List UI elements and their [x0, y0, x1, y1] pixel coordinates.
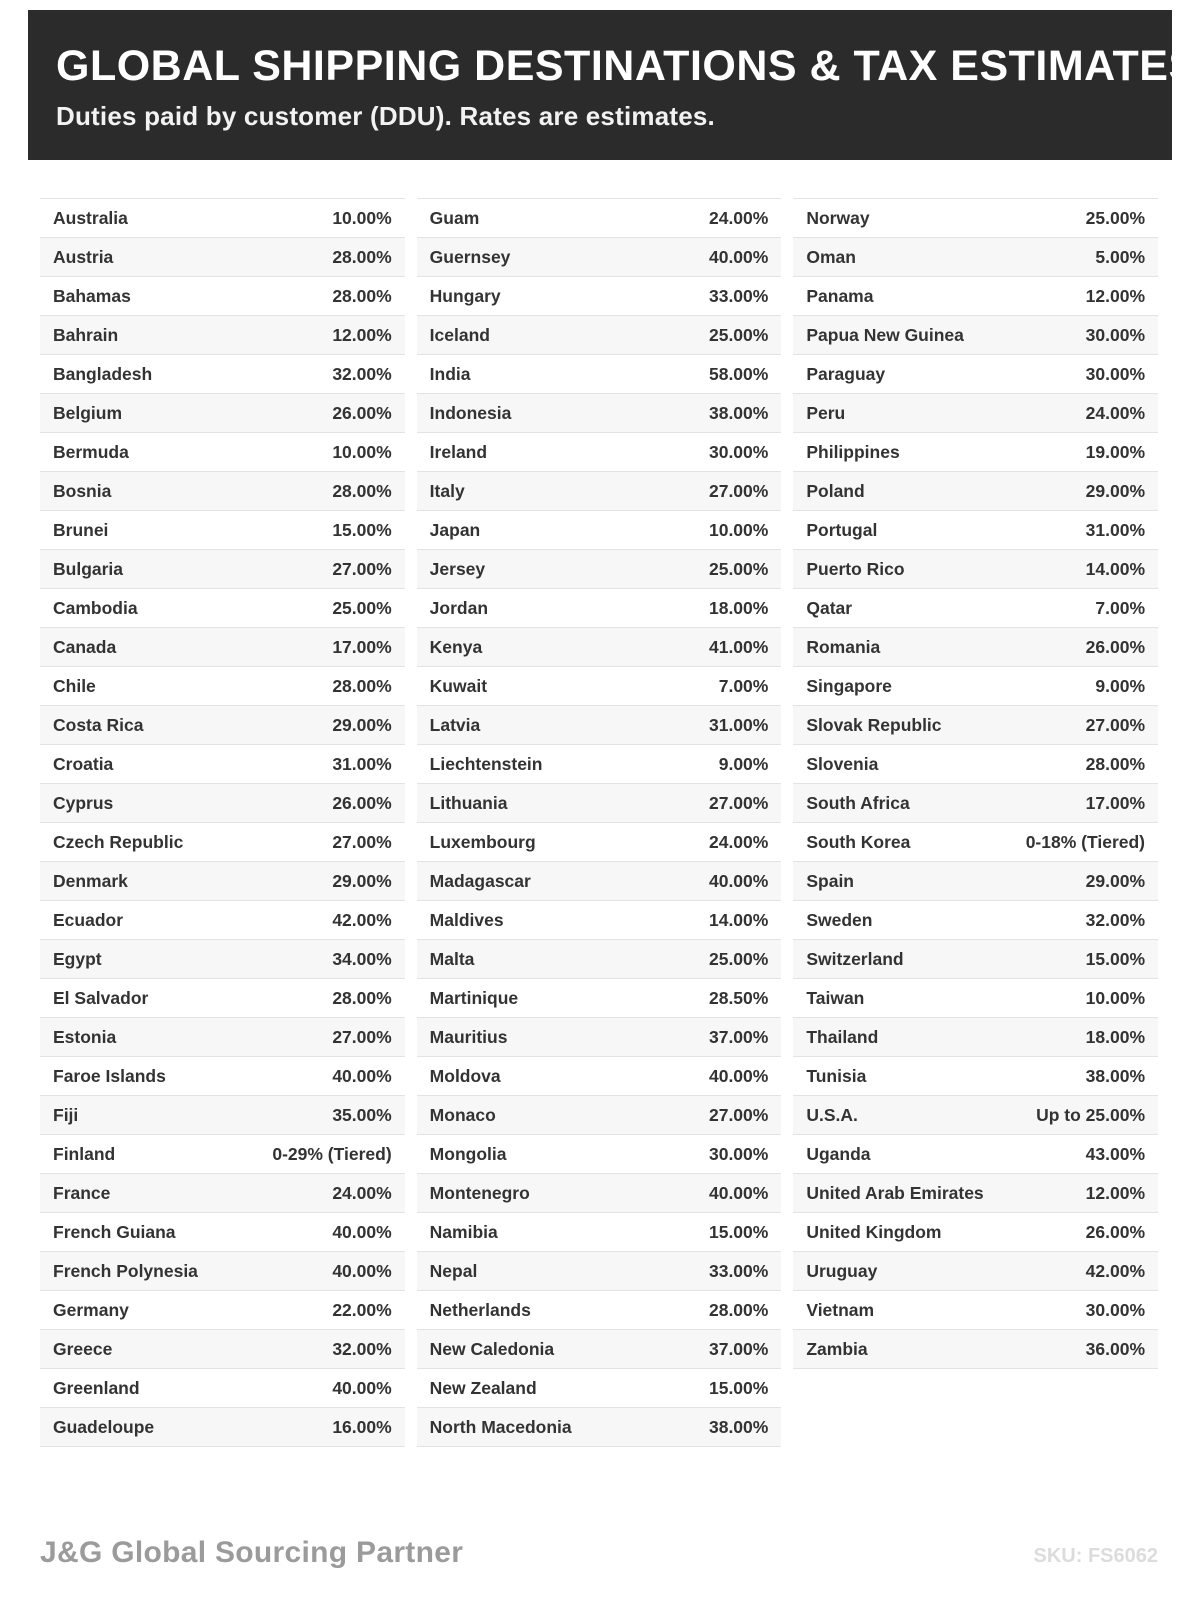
header-banner — [28, 10, 1198, 160]
table-row — [40, 1174, 405, 1213]
table-row — [40, 628, 405, 667]
table-row — [417, 940, 782, 979]
table-row — [40, 1369, 405, 1408]
country-name: Faroe Islands — [53, 1065, 166, 1086]
country-name: Italy — [429, 480, 465, 501]
country-name: South Korea — [806, 831, 911, 852]
tax-rate: 29.00% — [1085, 480, 1146, 501]
table-row — [793, 316, 1158, 355]
table-row — [417, 1135, 782, 1174]
tax-rate: 25.00% — [332, 597, 392, 618]
table-row — [417, 1018, 782, 1057]
country-name: Liechtenstein — [429, 753, 543, 774]
tax-rate: 26.00% — [332, 792, 392, 813]
country-name: Spain — [806, 870, 854, 891]
table-row — [417, 745, 782, 784]
table-row — [793, 1135, 1158, 1174]
country-name: Tunisia — [806, 1065, 867, 1086]
table-row — [793, 1018, 1158, 1057]
table-row — [417, 1174, 782, 1213]
table-row — [40, 472, 405, 511]
country-name: Bermuda — [53, 441, 129, 462]
country-name: Portugal — [806, 519, 878, 540]
country-name: Vietnam — [806, 1299, 875, 1320]
table-row — [793, 472, 1158, 511]
country-name: Malta — [429, 948, 475, 969]
tax-rate: 31.00% — [708, 714, 769, 735]
rates-column-2 — [417, 198, 782, 1447]
tax-rate: 17.00% — [1085, 792, 1146, 813]
tax-rate: 28.00% — [1085, 753, 1146, 774]
table-row — [793, 1291, 1158, 1330]
country-name: Panama — [806, 285, 874, 306]
country-name: Greenland — [53, 1377, 140, 1398]
tax-rate: 33.00% — [708, 285, 769, 306]
table-row — [793, 511, 1158, 550]
tax-rate: 27.00% — [708, 480, 769, 501]
tax-rate: 18.00% — [1085, 1026, 1146, 1047]
tax-rate: 17.00% — [332, 636, 392, 657]
table-row — [40, 1135, 405, 1174]
tax-rate: 15.00% — [708, 1221, 769, 1242]
tax-rate: 40.00% — [332, 1260, 392, 1281]
country-name: Puerto Rico — [806, 558, 905, 579]
tax-rate: 40.00% — [708, 1182, 769, 1203]
country-name: France — [53, 1182, 111, 1203]
country-name: Maldives — [429, 909, 504, 930]
tax-rate: 31.00% — [332, 753, 392, 774]
tax-rate: 9.00% — [1095, 675, 1146, 696]
tax-rate: 16.00% — [332, 1416, 392, 1437]
country-name: Zambia — [806, 1338, 868, 1359]
country-name: Mauritius — [429, 1026, 508, 1047]
tax-rate: 15.00% — [332, 519, 392, 540]
country-name: Slovak Republic — [806, 714, 942, 735]
table-row — [40, 706, 405, 745]
table-row — [40, 1213, 405, 1252]
sku-label: SKU: FS6062 — [1033, 1545, 1158, 1567]
country-name: Bangladesh — [53, 363, 153, 384]
tax-rate: 12.00% — [1085, 285, 1146, 306]
country-name: Germany — [53, 1299, 129, 1320]
country-name: U.S.A. — [806, 1104, 858, 1125]
tax-rate: 15.00% — [708, 1377, 769, 1398]
table-row — [417, 550, 782, 589]
tax-rate: 24.00% — [708, 831, 769, 852]
tax-rate: 37.00% — [708, 1026, 769, 1047]
country-name: Bahrain — [53, 324, 119, 345]
tax-rate: 35.00% — [332, 1104, 392, 1125]
table-row — [40, 199, 405, 238]
country-name: New Caledonia — [429, 1338, 555, 1359]
table-row — [793, 1213, 1158, 1252]
country-name: Croatia — [53, 753, 114, 774]
tax-rate: 10.00% — [332, 441, 392, 462]
tax-rate: 28.50% — [708, 987, 769, 1008]
country-name: Bosnia — [53, 480, 112, 501]
rates-column-1 — [40, 198, 405, 1447]
country-name: Cambodia — [53, 597, 138, 618]
table-row — [793, 979, 1158, 1018]
table-row — [793, 355, 1158, 394]
table-row — [793, 1330, 1158, 1369]
country-name: Papua New Guinea — [806, 324, 964, 345]
country-name: Costa Rica — [53, 714, 144, 735]
country-name: Finland — [53, 1143, 116, 1164]
table-row — [417, 1096, 782, 1135]
tax-rate: 40.00% — [332, 1377, 392, 1398]
country-name: Indonesia — [429, 402, 512, 423]
country-name: Slovenia — [806, 753, 879, 774]
tax-rate: 28.00% — [332, 675, 392, 696]
table-row — [417, 589, 782, 628]
country-name: Mongolia — [429, 1143, 507, 1164]
table-row — [793, 433, 1158, 472]
country-name: Ecuador — [53, 909, 124, 930]
country-name: Guam — [429, 207, 480, 228]
tax-rate: 32.00% — [332, 1338, 392, 1359]
tax-rate: 10.00% — [708, 519, 769, 540]
tax-rate: 24.00% — [708, 207, 769, 228]
table-row — [417, 706, 782, 745]
tax-rate: 5.00% — [1095, 246, 1146, 267]
footer — [40, 1536, 1158, 1570]
tax-rate: 12.00% — [1085, 1182, 1146, 1203]
tax-rate: 42.00% — [332, 909, 392, 930]
rates-column-3 — [793, 198, 1158, 1369]
table-row — [417, 628, 782, 667]
tax-rate: 34.00% — [332, 948, 392, 969]
country-name: French Polynesia — [53, 1260, 198, 1281]
tax-rate: 14.00% — [1085, 558, 1146, 579]
country-name: Oman — [806, 246, 856, 267]
country-name: Monaco — [429, 1104, 496, 1125]
tax-rate: 0-29% (Tiered) — [272, 1143, 392, 1164]
country-name: Kenya — [429, 636, 483, 657]
tax-rate: 7.00% — [718, 675, 769, 696]
country-name: Cyprus — [53, 792, 114, 813]
country-name: El Salvador — [53, 987, 149, 1008]
country-name: Japan — [429, 519, 481, 540]
table-row — [40, 1096, 405, 1135]
table-row — [793, 745, 1158, 784]
country-name: Australia — [53, 207, 128, 228]
table-row — [417, 1213, 782, 1252]
country-name: Montenegro — [429, 1182, 530, 1203]
table-row — [40, 667, 405, 706]
country-name: Nepal — [429, 1260, 478, 1281]
table-row — [793, 862, 1158, 901]
tax-rate: 27.00% — [332, 1026, 392, 1047]
brand-name: J&G Global Sourcing Partner — [40, 1536, 464, 1569]
table-row — [793, 1252, 1158, 1291]
tax-rate: 30.00% — [1085, 1299, 1146, 1320]
country-name: Lithuania — [429, 792, 508, 813]
tax-rate: 28.00% — [332, 480, 392, 501]
country-name: Madagascar — [429, 870, 531, 891]
table-row — [40, 940, 405, 979]
country-name: North Macedonia — [429, 1416, 572, 1437]
tax-rate: 27.00% — [708, 1104, 769, 1125]
table-row — [417, 1330, 782, 1369]
tax-rate: 29.00% — [332, 714, 392, 735]
table-row — [417, 1408, 782, 1447]
table-row — [40, 355, 405, 394]
tax-rate: 7.00% — [1095, 597, 1146, 618]
country-name: French Guiana — [53, 1221, 176, 1242]
country-name: Iceland — [429, 324, 490, 345]
table-row — [40, 316, 405, 355]
tax-rate: 40.00% — [332, 1221, 392, 1242]
country-name: Peru — [806, 402, 846, 423]
tax-rate: 26.00% — [332, 402, 392, 423]
country-name: Switzerland — [806, 948, 904, 969]
tax-rate: 25.00% — [708, 948, 769, 969]
country-name: Fiji — [53, 1104, 79, 1125]
table-row — [793, 1174, 1158, 1213]
country-name: Austria — [53, 246, 114, 267]
table-row — [793, 394, 1158, 433]
tax-rate: 10.00% — [332, 207, 392, 228]
table-row — [417, 784, 782, 823]
country-name: Thailand — [806, 1026, 879, 1047]
tax-rate: 32.00% — [1085, 909, 1146, 930]
country-name: Belgium — [53, 402, 123, 423]
tax-rate: 22.00% — [332, 1299, 392, 1320]
country-name: Bulgaria — [53, 558, 124, 579]
page-subtitle: Duties paid by customer (DDU). Rates are estimates. — [56, 101, 715, 132]
country-name: Canada — [53, 636, 117, 657]
tax-rate: 28.00% — [332, 987, 392, 1008]
table-row — [417, 1369, 782, 1408]
tax-rate: 27.00% — [1085, 714, 1146, 735]
tax-rate: 24.00% — [1085, 402, 1146, 423]
country-name: Paraguay — [806, 363, 886, 384]
tax-rate: 14.00% — [708, 909, 769, 930]
country-name: Namibia — [429, 1221, 498, 1242]
shipping-rates-table — [40, 198, 1158, 1447]
table-row — [417, 1291, 782, 1330]
tax-rate: 15.00% — [1085, 948, 1146, 969]
tax-rate: 58.00% — [708, 363, 769, 384]
table-row — [40, 238, 405, 277]
table-row — [417, 277, 782, 316]
country-name: Guadeloupe — [53, 1416, 155, 1437]
tax-rate: 29.00% — [332, 870, 392, 891]
country-name: Norway — [806, 207, 870, 228]
tax-rate: 30.00% — [1085, 324, 1146, 345]
tax-rate: 18.00% — [708, 597, 769, 618]
country-name: Czech Republic — [53, 831, 184, 852]
country-name: Martinique — [429, 987, 519, 1008]
tax-rate: 28.00% — [708, 1299, 769, 1320]
country-name: Kuwait — [429, 675, 488, 696]
tax-rate: 40.00% — [708, 1065, 769, 1086]
tax-rate: Up to 25.00% — [1036, 1104, 1146, 1125]
tax-rate: 30.00% — [708, 1143, 769, 1164]
page — [0, 10, 1200, 1610]
table-row — [40, 979, 405, 1018]
country-name: Netherlands — [429, 1299, 531, 1320]
tax-rate: 27.00% — [332, 558, 392, 579]
table-row — [417, 433, 782, 472]
country-name: Ireland — [429, 441, 488, 462]
table-row — [793, 901, 1158, 940]
tax-rate: 25.00% — [1085, 207, 1146, 228]
country-name: United Kingdom — [806, 1221, 942, 1242]
table-row — [417, 979, 782, 1018]
table-row — [40, 1408, 405, 1447]
country-name: Bahamas — [53, 285, 131, 306]
country-name: Denmark — [53, 870, 128, 891]
tax-rate: 27.00% — [332, 831, 392, 852]
tax-rate: 38.00% — [708, 402, 769, 423]
tax-rate: 32.00% — [332, 363, 392, 384]
table-row — [417, 511, 782, 550]
table-row — [40, 862, 405, 901]
table-row — [793, 1057, 1158, 1096]
table-row — [40, 784, 405, 823]
tax-rate: 37.00% — [708, 1338, 769, 1359]
table-row — [40, 1291, 405, 1330]
tax-rate: 30.00% — [708, 441, 769, 462]
table-row — [417, 1252, 782, 1291]
tax-rate: 0-18% (Tiered) — [1025, 831, 1146, 852]
table-row — [417, 1057, 782, 1096]
tax-rate: 9.00% — [718, 753, 769, 774]
tax-rate: 29.00% — [1085, 870, 1146, 891]
country-name: United Arab Emirates — [806, 1182, 984, 1203]
country-name: Hungary — [429, 285, 501, 306]
tax-rate: 25.00% — [708, 324, 769, 345]
table-row — [793, 277, 1158, 316]
table-row — [793, 823, 1158, 862]
table-row — [40, 589, 405, 628]
tax-rate: 28.00% — [332, 246, 392, 267]
country-name: Poland — [806, 480, 865, 501]
country-name: Luxembourg — [429, 831, 536, 852]
tax-rate: 33.00% — [708, 1260, 769, 1281]
country-name: Guernsey — [429, 246, 511, 267]
table-row — [417, 238, 782, 277]
country-name: Greece — [53, 1338, 113, 1359]
tax-rate: 31.00% — [1085, 519, 1146, 540]
table-row — [40, 1252, 405, 1291]
country-name: Qatar — [806, 597, 853, 618]
table-row — [40, 901, 405, 940]
tax-rate: 30.00% — [1085, 363, 1146, 384]
table-row — [40, 394, 405, 433]
country-name: Uruguay — [806, 1260, 878, 1281]
table-row — [417, 472, 782, 511]
table-row — [417, 355, 782, 394]
tax-rate: 38.00% — [1085, 1065, 1146, 1086]
table-row — [793, 1096, 1158, 1135]
country-name: Taiwan — [806, 987, 865, 1008]
country-name: Jersey — [429, 558, 486, 579]
country-name: Estonia — [53, 1026, 117, 1047]
table-row — [417, 394, 782, 433]
table-row — [417, 199, 782, 238]
tax-rate: 26.00% — [1085, 636, 1146, 657]
table-row — [40, 277, 405, 316]
tax-rate: 24.00% — [332, 1182, 392, 1203]
country-name: New Zealand — [429, 1377, 537, 1398]
tax-rate: 27.00% — [708, 792, 769, 813]
tax-rate: 28.00% — [332, 285, 392, 306]
tax-rate: 12.00% — [332, 324, 392, 345]
country-name: South Africa — [806, 792, 910, 813]
tax-rate: 42.00% — [1085, 1260, 1146, 1281]
table-row — [793, 706, 1158, 745]
tax-rate: 36.00% — [1085, 1338, 1146, 1359]
table-row — [793, 199, 1158, 238]
country-name: Egypt — [53, 948, 102, 969]
tax-rate: 10.00% — [1085, 987, 1146, 1008]
table-row — [40, 1018, 405, 1057]
tax-rate: 25.00% — [708, 558, 769, 579]
table-row — [793, 589, 1158, 628]
page-title: GLOBAL SHIPPING DESTINATIONS & TAX ESTIMATES — [56, 42, 1198, 90]
tax-rate: 38.00% — [708, 1416, 769, 1437]
tax-rate: 26.00% — [1085, 1221, 1146, 1242]
table-row — [40, 1330, 405, 1369]
country-name: India — [429, 363, 471, 384]
table-row — [793, 628, 1158, 667]
tax-rate: 41.00% — [708, 636, 769, 657]
table-row — [40, 550, 405, 589]
table-row — [417, 823, 782, 862]
country-name: Romania — [806, 636, 881, 657]
table-row — [793, 238, 1158, 277]
country-name: Chile — [53, 675, 96, 696]
table-row — [417, 862, 782, 901]
table-row — [417, 667, 782, 706]
table-row — [40, 433, 405, 472]
country-name: Latvia — [429, 714, 481, 735]
tax-rate: 19.00% — [1085, 441, 1146, 462]
tax-rate: 40.00% — [708, 870, 769, 891]
table-row — [793, 667, 1158, 706]
table-row — [40, 745, 405, 784]
table-row — [417, 901, 782, 940]
country-name: Philippines — [806, 441, 900, 462]
country-name: Uganda — [806, 1143, 871, 1164]
country-name: Brunei — [53, 519, 109, 540]
tax-rate: 43.00% — [1085, 1143, 1146, 1164]
country-name: Moldova — [429, 1065, 501, 1086]
table-row — [40, 1057, 405, 1096]
table-row — [40, 823, 405, 862]
country-name: Singapore — [806, 675, 892, 696]
table-row — [417, 316, 782, 355]
table-row — [793, 784, 1158, 823]
country-name: Jordan — [429, 597, 489, 618]
table-row — [40, 511, 405, 550]
tax-rate: 40.00% — [332, 1065, 392, 1086]
table-row — [793, 550, 1158, 589]
tax-rate: 40.00% — [708, 246, 769, 267]
country-name: Sweden — [806, 909, 873, 930]
table-row — [793, 940, 1158, 979]
